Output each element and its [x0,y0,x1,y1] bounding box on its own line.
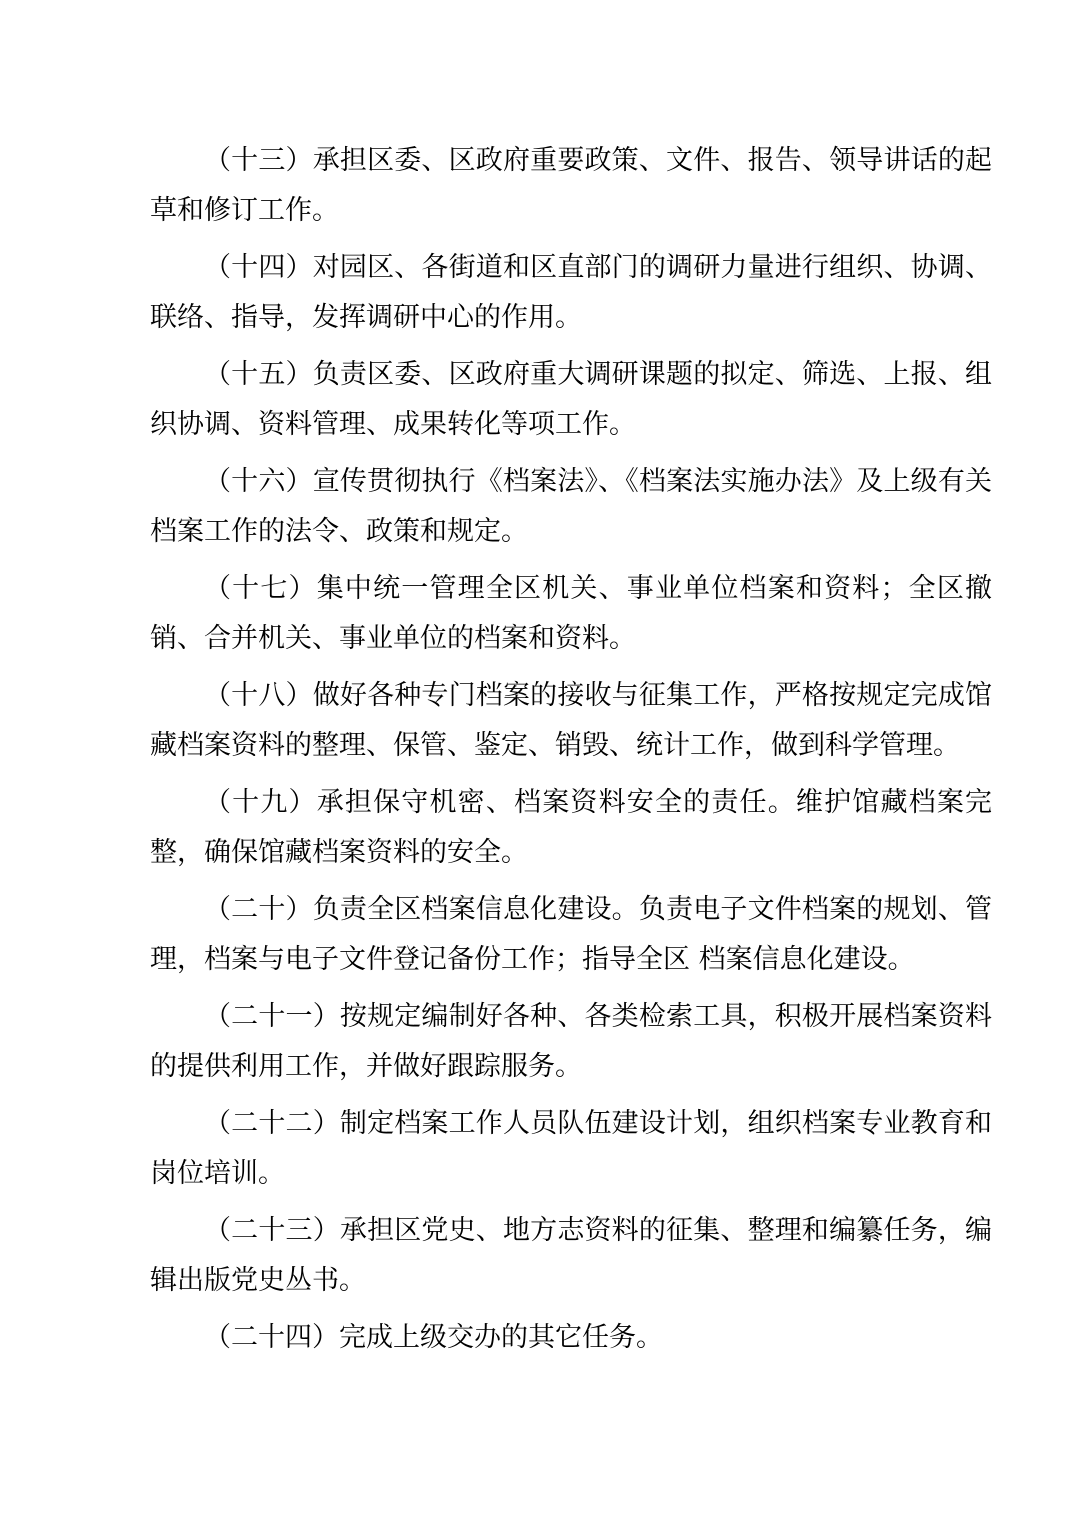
paragraph-22: （二十二）制定档案工作人员队伍建设计划，组织档案专业教育和岗位培训。 [150,1108,992,1189]
paragraph-21: （二十一）按规定编制好各种、各类检索工具，积极开展档案资料的提供利用工作，并做好跟踪服务。 [150,1001,992,1082]
paragraph-14: （十四）对园区、各街道和区直部门的调研力量进行组织、协调、联络、指导，发挥调研中心的作用。 [150,252,992,333]
paragraph-20: （二十）负责全区档案信息化建设。负责电子文件档案的规划、管理，档案与电子文件登记备份工作；指导全区 档案信息化建设。 [150,894,992,975]
document-body [150,136,992,1370]
paragraph-18: （十八）做好各种专门档案的接收与征集工作，严格按规定完成馆藏档案资料的整理、保管、鉴定、销毁、统计工作，做到科学管理。 [150,680,992,761]
paragraph-23: （二十三）承担区党史、地方志资料的征集、整理和编纂任务，编辑出版党史丛书。 [150,1215,992,1296]
paragraph-19: （十九）承担保守机密、档案资料安全的责任。维护馆藏档案完整，确保馆藏档案资料的安全。 [150,787,992,868]
paragraph-16: （十六）宣传贯彻执行《档案法》、《档案法实施办法》及上级有关档案工作的法令、政策和规定。 [150,466,992,547]
paragraph-24: （二十四）完成上级交办的其它任务。 [204,1322,663,1353]
paragraph-13: （十三）承担区委、区政府重要政策、文件、报告、领导讲话的起草和修订工作。 [150,145,992,226]
paragraph-17: （十七）集中统一管理全区机关、事业单位档案和资料；全区撤销、合并机关、事业单位的档案和资料。 [150,573,992,654]
paragraph-15: （十五）负责区委、区政府重大调研课题的拟定、筛选、上报、组织协调、资料管理、成果转化等项工作。 [150,359,992,440]
